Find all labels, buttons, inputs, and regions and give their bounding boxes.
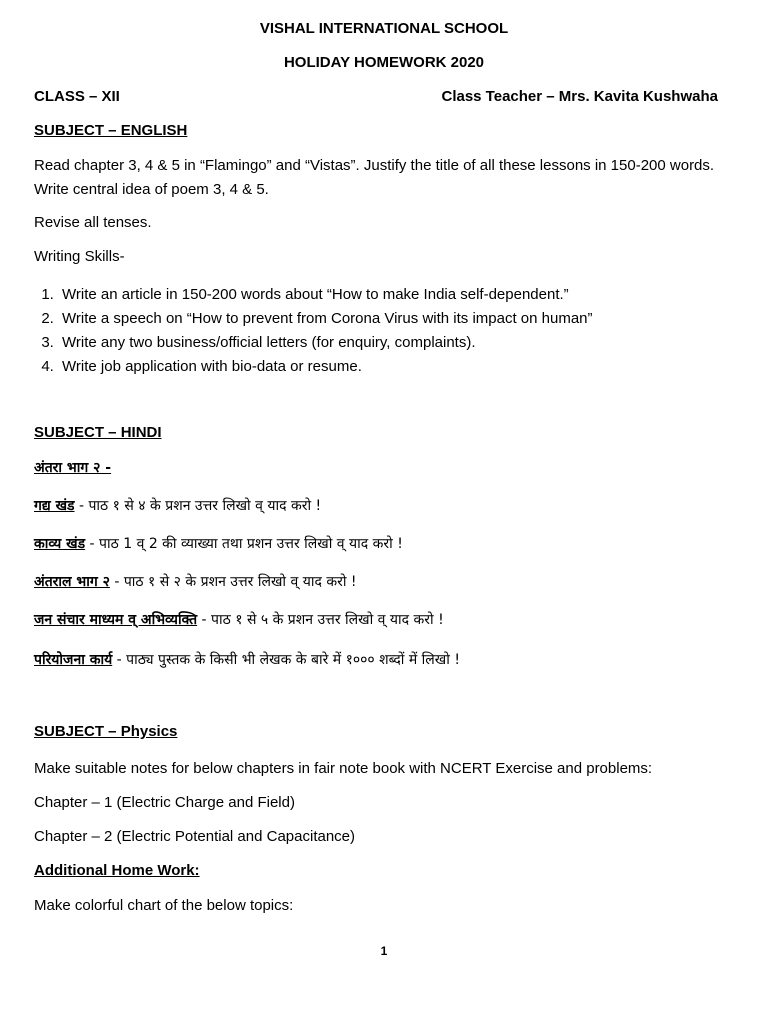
list-item: 3. Write any two business/official letters (for enquiry, complaints). — [58, 331, 748, 355]
hindi-item-text: - पाठ १ से ५ के प्रशन उत्तर लिखो व् याद करो ! — [197, 612, 444, 628]
hindi-item-head: काव्य खंड — [34, 536, 86, 552]
writing-skills-label: Writing Skills- — [34, 248, 125, 265]
chart-instruction: Make colorful chart of the below topics: — [34, 897, 294, 914]
hindi-item — [34, 572, 357, 592]
physics-intro: Make suitable notes for below chapters in fair note book with NCERT Exercise and problems: — [34, 760, 653, 777]
document-title: HOLIDAY HOMEWORK 2020 — [283, 54, 485, 71]
class-label: CLASS – XII — [34, 88, 120, 105]
hindi-item — [34, 496, 321, 516]
physics-heading: SUBJECT – Physics — [34, 723, 178, 740]
physics-chapter-1: Chapter – 1 (Electric Charge and Field) — [34, 794, 295, 811]
class-teacher: Class Teacher – Mrs. Kavita Kushwaha — [441, 88, 718, 105]
list-item: 1. Write an article in 150-200 words about “How to make India self-dependent.” — [58, 283, 748, 307]
list-item: 4. Write job application with bio-data or resume. — [58, 355, 748, 379]
hindi-item-text: - पाठ १ से २ के प्रशन उत्तर लिखो व् याद करो ! — [109, 574, 357, 590]
physics-chapter-2: Chapter – 2 (Electric Potential and Capacitance) — [34, 828, 356, 845]
list-item: 2. Write a speech on “How to prevent from Corona Virus with its impact on human” — [58, 307, 748, 331]
english-heading: SUBJECT – ENGLISH — [34, 122, 188, 139]
hindi-heading: SUBJECT – HINDI — [34, 424, 162, 441]
hindi-item-head: परियोजना कार्य — [34, 652, 113, 668]
english-revise: Revise all tenses. — [34, 214, 152, 231]
additional-homework-heading: Additional Home Work: — [34, 862, 200, 879]
hindi-item — [34, 610, 444, 630]
hindi-item-head: जन संचार माध्यम व् अभिव्यक्ति — [34, 612, 198, 628]
page-number: 1 — [380, 944, 388, 958]
hindi-item-head: गद्य खंड — [34, 498, 75, 514]
hindi-item-text: - पाठ्य पुस्तक के किसी भी लेखक के बारे में १००० शब्दों में लिखो ! — [112, 652, 460, 668]
hindi-item-head: अंतराल भाग २ — [34, 574, 110, 590]
hindi-book-title: अंतरा भाग २ - — [34, 460, 112, 476]
writing-tasks-list — [34, 283, 748, 379]
hindi-item-text: - पाठ १ से ४ के प्रशन उत्तर लिखो व् याद करो ! — [74, 498, 322, 514]
hindi-item-text: - पाठ 1 व् 2 की व्याख्या तथा प्रशन उत्तर लिखो व् याद करो ! — [85, 536, 403, 552]
english-instructions: Read chapter 3, 4 & 5 in “Flamingo” and “Vistas”. Justify the title of all these lessons in 150-200 words. Write central idea of poem 3, 4 & 5. — [34, 157, 715, 198]
hindi-item — [34, 534, 403, 554]
hindi-item — [34, 650, 460, 670]
school-name: VISHAL INTERNATIONAL SCHOOL — [259, 20, 509, 37]
